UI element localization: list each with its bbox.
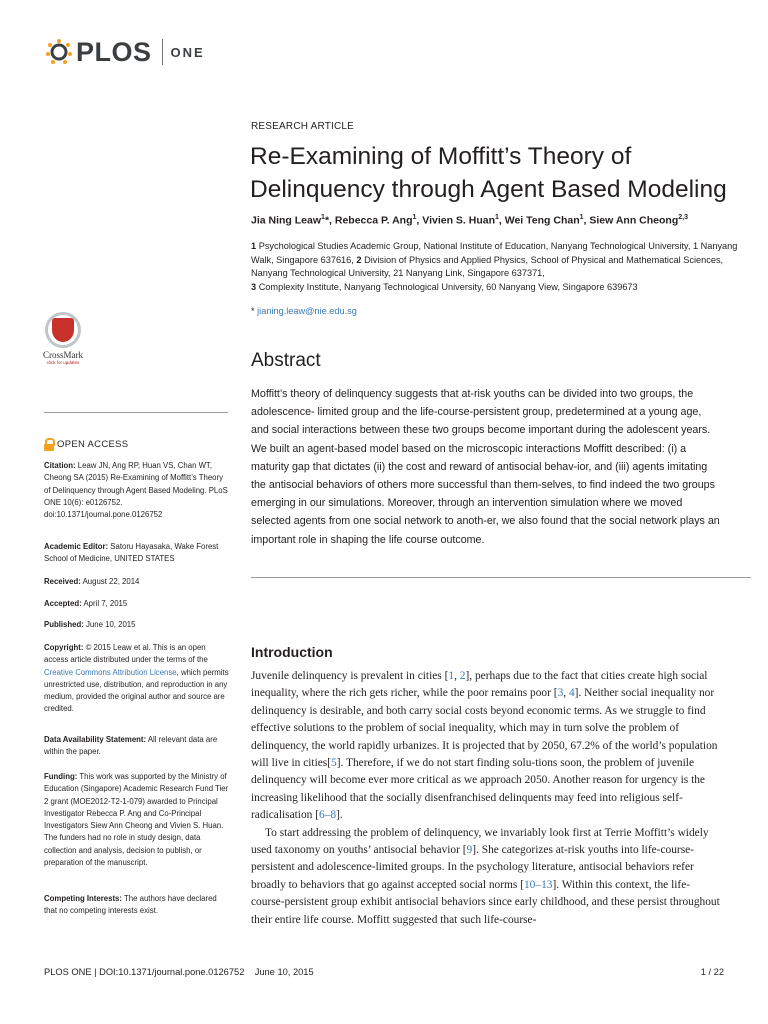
accepted-label: Accepted: xyxy=(44,599,82,608)
published-date: June 10, 2015 xyxy=(86,620,136,629)
affiliation-number: 3 xyxy=(251,281,257,292)
citation-text: Leaw JN, Ang RP, Huan VS, Chan WT, Cheong SA (2015) Re-Examining of Moffitt’s Theory of Delinquency through Agent Based Modeling. PLoS ONE 10(6): e0126752. doi:10.1371/journal.pone.0126752 xyxy=(44,461,228,520)
affiliations xyxy=(251,240,741,294)
copyright-block xyxy=(44,642,230,716)
funding-block xyxy=(44,771,230,869)
competing-interests-label: Competing Interests: xyxy=(44,894,122,903)
author-name[interactable]: Vivien S. Huan xyxy=(422,214,495,227)
email-link[interactable]: jianing.leaw@nie.edu.sg xyxy=(257,306,357,316)
logo-divider xyxy=(162,39,163,65)
paragraph: To start addressing the problem of delinquency, we invariably look first at Terrie Moffitt’s widely used taxonomy on youths’ antisocial behavior [9]. She categorizes at-risk youths into life-course-persistent and adolescence-limited groups. In the psychology literature, antisocial behaviors refer broadly to behaviors that go against accepted social norms [10–13]. Within this context, the life-course-persistent group exhibit antisocial behaviors since early childhood, and these persist throughout their entire life course. Moffitt suggested that such life-course- xyxy=(251,826,720,926)
affiliation-text: Complexity Institute, Nanyang Technological University, 60 Nanyang View, Singapore 639673 xyxy=(258,281,638,292)
introduction-body xyxy=(251,668,721,929)
author-name[interactable]: Siew Ann Cheong xyxy=(589,214,679,227)
article-type: RESEARCH ARTICLE xyxy=(251,121,355,132)
reference-link[interactable]: 10–13 xyxy=(523,878,553,891)
citation-label: Citation: xyxy=(44,461,76,470)
open-access-label xyxy=(44,438,128,451)
plos-one-logo[interactable] xyxy=(44,32,205,72)
affiliation-number: 1 xyxy=(251,241,257,251)
journal-name: ONE xyxy=(170,44,205,60)
author-affiliation-marker: 1 xyxy=(412,214,417,221)
data-availability-block xyxy=(44,734,230,759)
author-affiliation-marker: 2,3 xyxy=(678,214,688,221)
published-label: Published: xyxy=(44,620,84,629)
paragraph: Juvenile delinquency is prevalent in cities [1, 2], perhaps due to the fact that cities create high social inequality, where the rich gets richer, while the poor remains poor [3, 4]. Neither social inequality nor delinquency is desirable, and both carry social costs beyond economic terms. As we struggle to find effective solutions to the problem of social inequality, which may in turn solve the problem of delinquency, the world rapidly urbanizes. It is projected that by 2050, 67.2% of the world’s population will live in cities[5]. Therefore, if we do not start finding solu-tions soon, the problem of juvenile delinquency will become ever more critical as we approach 2050. Another reason for urgency is the increasing likelihood that the socially disenfranchised delinquents may feed into religious self-radicalisation [6–8]. xyxy=(251,670,718,822)
license-link[interactable]: Creative Commons Attribution License xyxy=(44,667,177,677)
reference-link[interactable]: 5 xyxy=(331,757,337,770)
accepted-block xyxy=(44,598,230,610)
crossmark-icon xyxy=(45,312,81,348)
page-number: 1 / 22 xyxy=(700,967,724,977)
crossmark-sublabel: click for updates xyxy=(46,360,80,365)
citation-block xyxy=(44,460,230,521)
email-star: * xyxy=(251,306,255,316)
accepted-date: April 7, 2015 xyxy=(83,599,128,608)
plos-logo-icon xyxy=(44,37,74,67)
reference-link[interactable]: 9 xyxy=(466,844,473,857)
data-availability-label: Data Availability Statement: xyxy=(44,735,147,744)
abstract-divider xyxy=(251,577,751,578)
footer-citation: PLOS ONE | DOI:10.1371/journal.pone.0126752 June 10, 2015 xyxy=(44,967,314,977)
funding-text: This work was supported by the Ministry of Education (Singapore) Academic Research Fund Tier 2 grant (MOE2012-T2-1-079) awarded to Principal Investigator Rebecca P. Ang and Co-Principal Investigators Siew Ann Cheong and Vivien S. Huan. The funders had no role in study design, data collection and analysis, decision to publish, or preparation of the manuscript. xyxy=(44,772,229,868)
reference-link[interactable]: 4 xyxy=(568,687,575,700)
reference-link[interactable]: 3 xyxy=(557,687,564,700)
copyright-label: Copyright: xyxy=(44,643,84,652)
affiliation-text: Psychological Studies Academic Group, National Institute of Education, Nanyang Technological University, 1 Nanyang Walk, Singapore 637616, xyxy=(251,241,738,265)
affiliation-text: Division of Physics and Applied Physics, School of Physical and Mathematical Sciences, Nanyang Technological University, 21 Nanyang Link, Singapore 637371, xyxy=(251,254,724,278)
editor-text: Satoru Hayasaka, Wake Forest School of Medicine, UNITED STATES xyxy=(44,542,219,564)
article-title xyxy=(250,140,750,206)
author-affiliation-marker: 1 xyxy=(495,214,499,221)
corresponding-star: * xyxy=(324,214,330,227)
author-name[interactable]: Wei Teng Chan xyxy=(504,214,580,227)
crossmark-badge[interactable] xyxy=(38,312,88,365)
reference-link[interactable]: 6–8 xyxy=(319,809,337,822)
open-access-text: OPEN ACCESS xyxy=(57,439,129,450)
logo-text: PLOS xyxy=(76,36,152,67)
editor-block xyxy=(44,541,230,566)
copyright-text: , which permits unrestricted use, distribution, and reproduction in any medium, provided the original author and source are credited. xyxy=(44,667,229,714)
competing-interests-text: The authors have declared that no competing interests exist. xyxy=(44,894,217,916)
title-line-1: Re-Examining of Moffitt’s Theory of xyxy=(250,143,632,170)
data-availability-text: All relevant data are within the paper. xyxy=(44,735,218,757)
affiliation-number: 2 xyxy=(356,254,362,265)
crossmark-label: CrossMark xyxy=(43,350,83,360)
author-list: Jia Ning Leaw$^1$*, Rebecca P. Ang$^1$, Vivien S. Huan$^1$, Wei Teng Chan$^1$, Siew Ann Cheong$^{2,3}$ xyxy=(251,214,688,227)
received-block xyxy=(44,576,230,588)
abstract-text: Moffitt’s theory of delinquency suggests that at-risk youths can be divided into two groups, the adolescence- limited group and the life-course-persistent group, predetermined at a young age, and social interactions between these two groups become important during the adolescent years. We built an agent-based model based on the microscopic interactions Moffitt described: (i) a maturity gap that dictates (ii) the cost and reward of antisocial behav-ior, and (iii) agents imitating the antisocial behaviors of others more successful than them-selves, to find indeed the two groups emerging in our simulations. Moreover, through an intervention simulation where we moved selected agents from one social network to anoth-er, we also found that the social network plays an important role in shaping the life course outcome. xyxy=(251,388,720,546)
sidebar-divider xyxy=(44,412,228,413)
reference-link[interactable]: 2 xyxy=(459,670,466,682)
editor-label: Academic Editor: xyxy=(44,542,109,551)
author-affiliation-marker: 1 xyxy=(579,214,584,221)
funding-label: Funding: xyxy=(44,772,78,781)
abstract-heading: Abstract xyxy=(251,350,321,371)
title-line-2: Delinquency through Agent Based Modeling xyxy=(250,176,727,203)
page-footer xyxy=(44,967,724,977)
introduction-heading: Introduction xyxy=(251,644,333,660)
received-date: August 22, 2014 xyxy=(82,577,140,586)
author-name[interactable]: Rebecca P. Ang xyxy=(334,214,413,227)
open-lock-icon xyxy=(44,438,54,451)
copyright-text: © 2015 Leaw et al. This is an open access article distributed under the terms of the xyxy=(44,643,208,665)
author-affiliation-marker: 1 xyxy=(321,214,325,221)
reference-link[interactable]: 1 xyxy=(448,670,455,682)
published-block xyxy=(44,619,230,631)
competing-interests-block xyxy=(44,893,230,918)
corresponding-email xyxy=(251,306,357,316)
author-name[interactable]: Jia Ning Leaw xyxy=(251,214,322,227)
received-label: Received: xyxy=(44,577,81,586)
